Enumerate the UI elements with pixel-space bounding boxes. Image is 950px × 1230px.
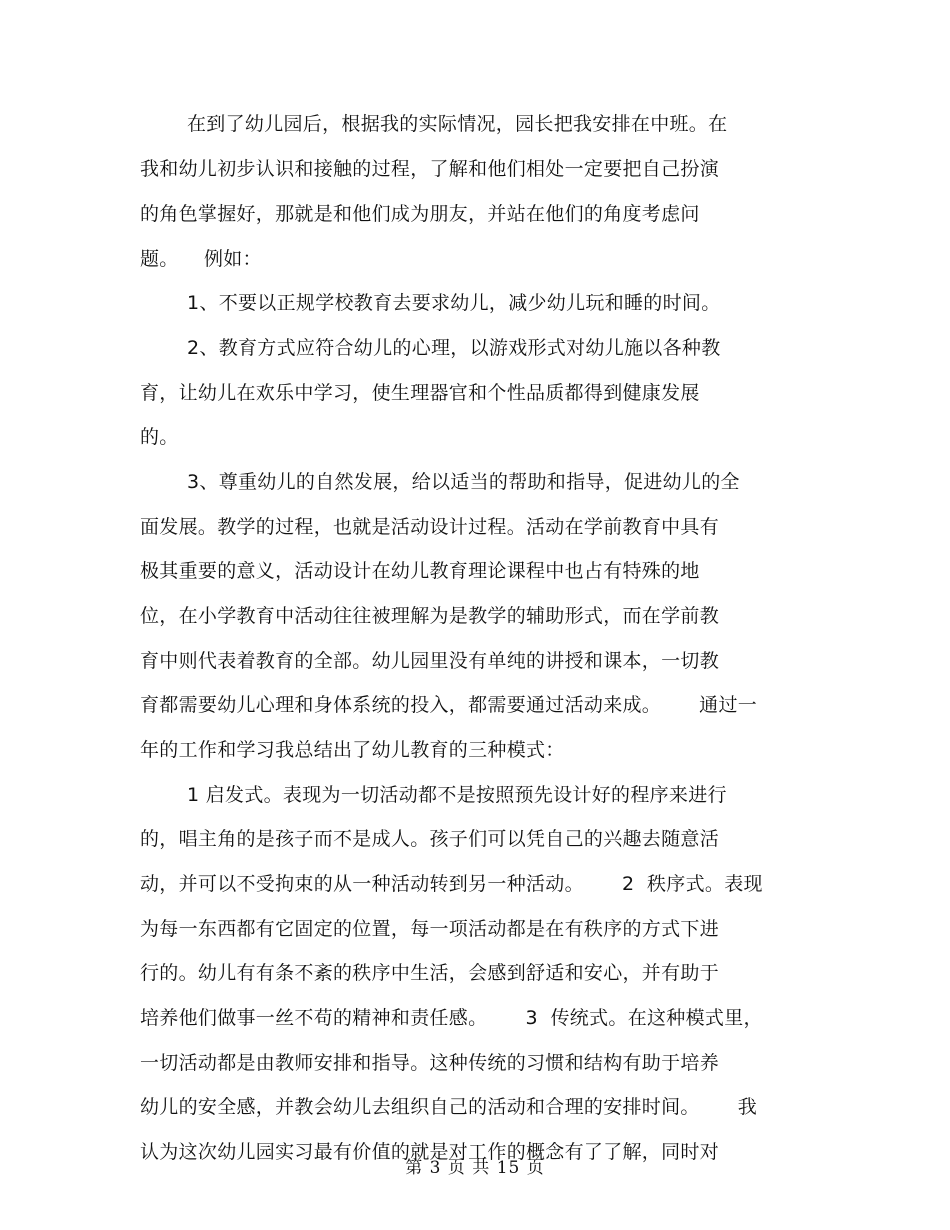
text-line: 在到了幼儿园后，根据我的实际情况，园长把我安排在中班。在 [187, 113, 728, 135]
text-line: 面发展。教学的过程，也就是活动设计过程。活动在学前教育中具有 [140, 516, 720, 538]
text-line: 幼儿的安全感，并教会幼儿去组织自己的活动和合理的安排时间。 我 [140, 1096, 758, 1118]
text-line: 育中则代表着教育的全部。幼儿园里没有单纯的讲授和课本，一切教 [140, 650, 720, 672]
text-line: 题。 例如： [140, 248, 262, 270]
text-line: 育都需要幼儿心理和身体系统的投入，都需要通过活动来成。 通过一 [140, 694, 758, 716]
text-line: 位，在小学教育中活动往往被理解为是教学的辅助形式，而在学前教 [140, 605, 720, 627]
text-line: 极其重要的意义，活动设计在幼儿教育理论课程中也占有特殊的地 [140, 560, 700, 582]
text-line: 的。 [140, 426, 179, 448]
text-line: 的角色掌握好，那就是和他们成为朋友，并站在他们的角度考虑问 [140, 203, 700, 225]
text-line: 2、教育方式应符合幼儿的心理，以游戏形式对幼儿施以各种教 [187, 337, 721, 359]
text-line: 我和幼儿初步认识和接触的过程，了解和他们相处一定要把自己扮演 [140, 158, 720, 180]
text-line: 培养他们做事一丝不苟的精神和责任感。 3 传统式。在这种模式里， [140, 1007, 763, 1029]
text-line: 3、尊重幼儿的自然发展，给以适当的帮助和指导，促进幼儿的全 [187, 471, 740, 493]
text-line: 一切活动都是由教师安排和指导。这种传统的习惯和结构有助于培养 [140, 1052, 720, 1074]
page-number-footer: 第 3 页 共 15 页 [405, 1158, 545, 1178]
text-line: 1、不要以正规学校教育去要求幼儿，减少幼儿玩和睡的时间。 [187, 292, 721, 314]
text-line: 为每一东西都有它固定的位置，每一项活动都是在有秩序的方式下进 [140, 918, 720, 940]
text-line: 的，唱主角的是孩子而不是成人。孩子们可以凭自己的兴趣去随意活 [140, 828, 720, 850]
text-line: 认为这次幼儿园实习最有价值的就是对工作的概念有了了解，同时对 [140, 1141, 720, 1163]
text-line: 行的。幼儿有有条不紊的秩序中生活，会感到舒适和安心，并有助于 [140, 962, 720, 984]
text-line: 动，并可以不受拘束的从一种活动转到另一种活动。 2 秩序式。表现 [140, 873, 763, 895]
text-line: 育，让幼儿在欢乐中学习，使生理器官和个性品质都得到健康发展 [140, 382, 700, 404]
text-line: 年的工作和学习我总结出了幼儿教育的三种模式： [140, 739, 565, 761]
text-line: 1 启发式。表现为一切活动都不是按照预先设计好的程序来进行 [187, 784, 727, 806]
